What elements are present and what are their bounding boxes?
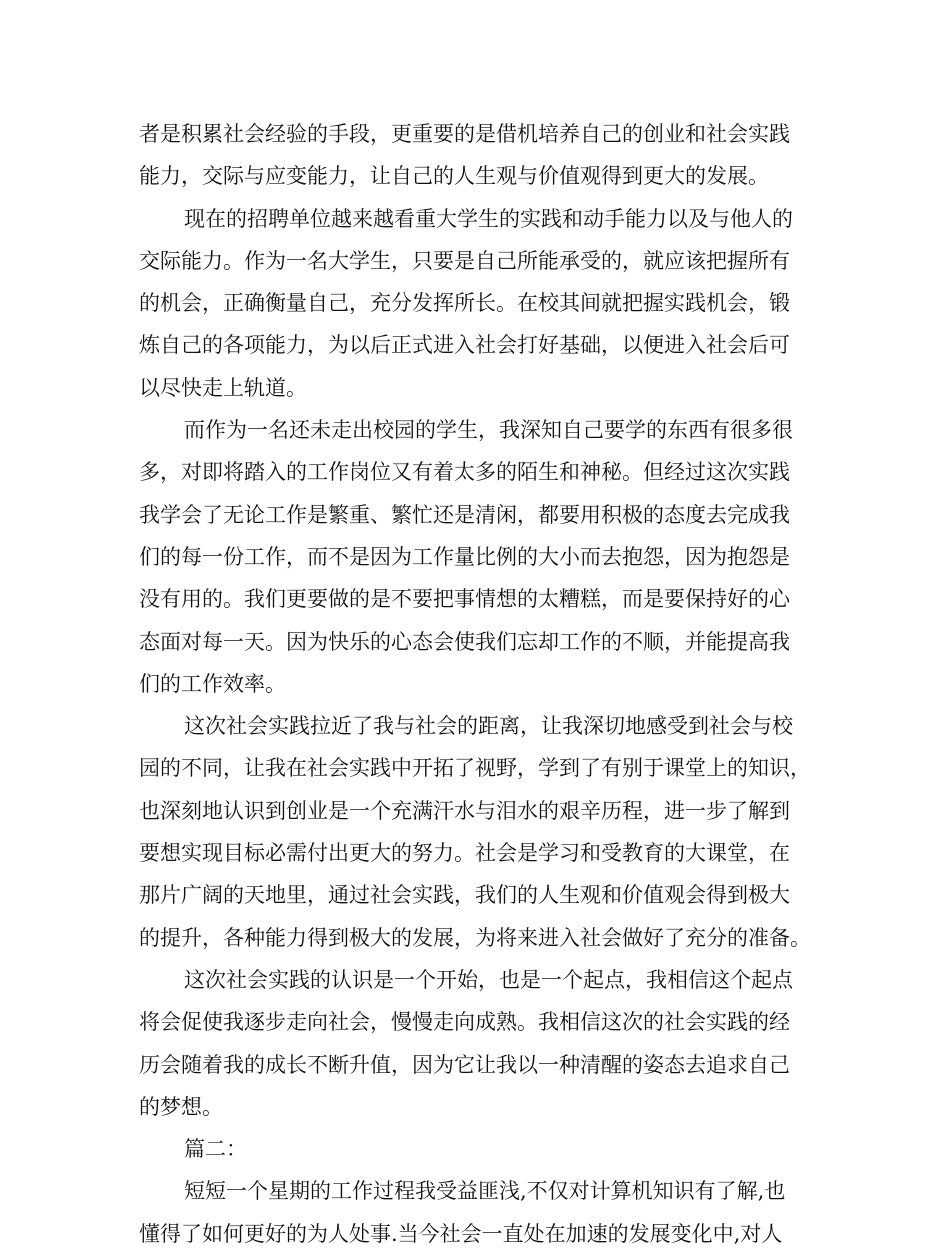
text-line: 这次社会实践拉近了我与社会的距离，让我深切地感受到社会与校: [184, 714, 793, 739]
document-body: [139, 113, 829, 1255]
text-line: 多，对即将踏入的工作岗位又有着太多的陌生和神秘。但经过这次实践: [139, 460, 790, 485]
text-line: 的梦想。: [139, 1094, 223, 1119]
text-line: 者是积累社会经验的手段，更重要的是借机培养自己的创业和社会实践: [139, 122, 790, 146]
text-line: 交际能力。作为一名大学生，只要是自己所能承受的，就应该把握所有: [139, 248, 790, 273]
text-line: 将会促使我逐步走向社会，慢慢走向成熟。我相信这次的社会实践的经: [139, 1010, 790, 1035]
text-line: 态面对每一天。因为快乐的心态会使我们忘却工作的不顺，并能提高我: [139, 629, 790, 654]
text-line: 篇二：: [184, 1137, 247, 1162]
text-line: 没有用的。我们更要做的是不要把事情想的太糟糕，而是要保持好的心: [139, 587, 790, 612]
text-line: 我学会了无论工作是繁重、繁忙还是清闲，都要用积极的态度去完成我: [139, 502, 790, 527]
text-line: 这次社会实践的认识是一个开始，也是一个起点，我相信这个起点: [184, 967, 793, 992]
text-line: 以尽快走上轨道。: [139, 375, 307, 400]
text-line: 而作为一名还未走出校园的学生，我深知自己要学的东西有很多很: [184, 418, 793, 443]
text-line: 要想实现目标必需付出更大的努力。社会是学习和受教育的大课堂，在: [139, 841, 790, 866]
text-line: 那片广阔的天地里，通过社会实践，我们的人生观和价值观会得到极大: [139, 883, 790, 908]
text-line: 的提升，各种能力得到极大的发展，为将来进入社会做好了充分的准备。: [139, 925, 811, 950]
text-line: 园的不同，让我在社会实践中开拓了视野，学到了有别于课堂上的知识，: [139, 756, 811, 781]
text-line: 们的工作效率。: [139, 671, 286, 696]
text-line: 短短一个星期的工作过程我受益匪浅,不仅对计算机知识有了解,也: [184, 1179, 786, 1204]
text-line: 的机会，正确衡量自己，充分发挥所长。在校其间就把握实践机会，锻: [139, 291, 790, 316]
text-line: 历会随着我的成长不断升值，因为它让我以一种清醒的姿态去追求自己: [139, 1052, 790, 1077]
text-line: 们的每一份工作，而不是因为工作量比例的大小而去抱怨，因为抱怨是: [139, 544, 790, 569]
text-line: 懂得了如何更好的为人处事.当今社会一直处在加速的发展变化中,对人: [139, 1221, 783, 1246]
text-line: 现在的招聘单位越来越看重大学生的实践和动手能力以及与他人的: [184, 206, 793, 231]
text-line: 也深刻地认识到创业是一个充满汗水与泪水的艰辛历程，进一步了解到: [139, 798, 790, 823]
text-line: 能力，交际与应变能力，让自己的人生观与价值观得到更大的发展。: [139, 164, 769, 189]
text-line: 炼自己的各项能力，为以后正式进入社会打好基础，以便进入社会后可: [139, 333, 790, 358]
